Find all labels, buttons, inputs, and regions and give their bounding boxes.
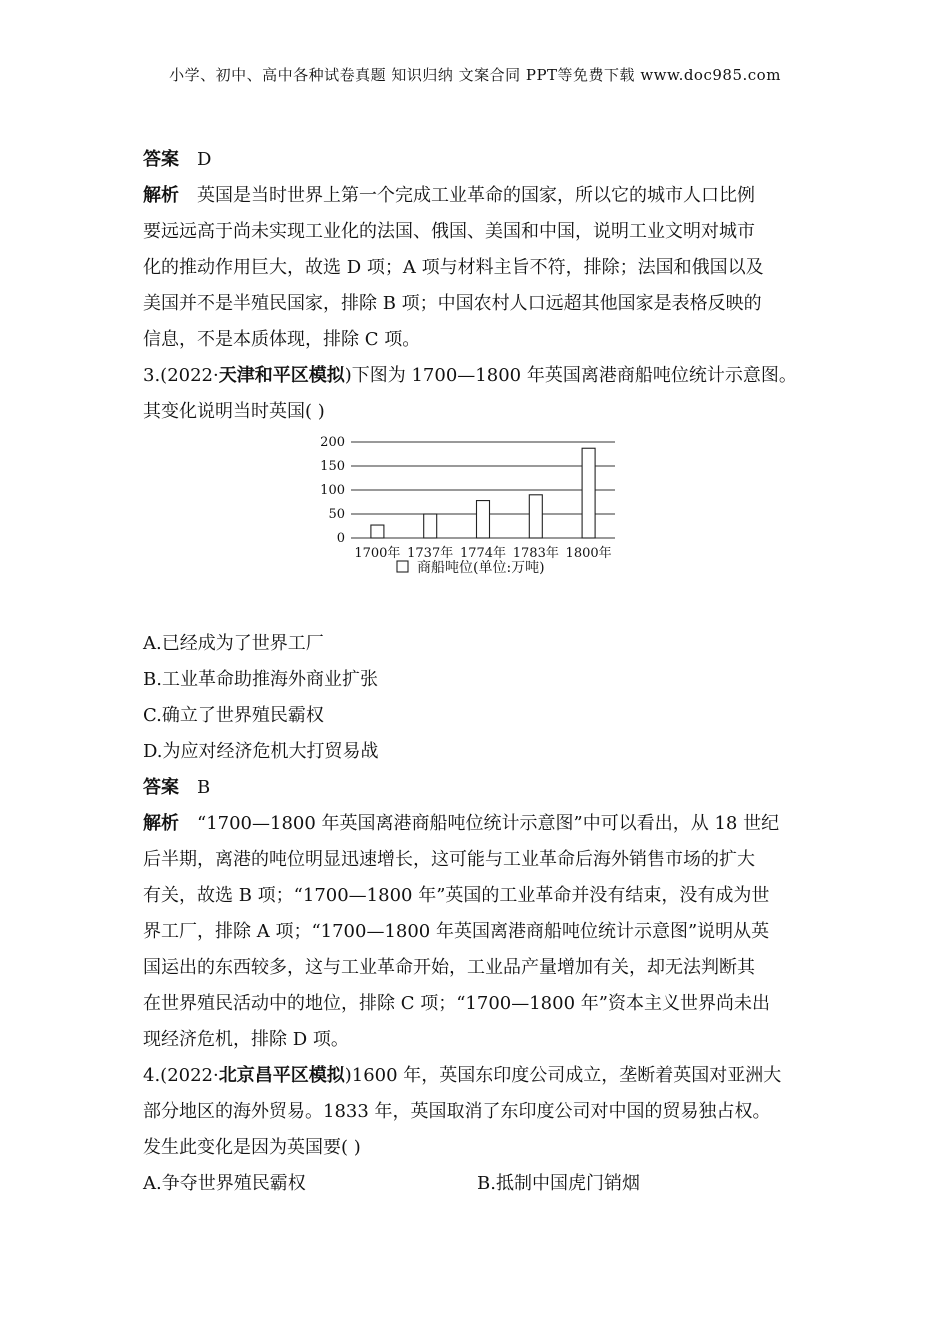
- q4-stem: [143, 1058, 811, 1094]
- q2-answer: [143, 142, 811, 178]
- q4-stem-line3: 发生此变化是因为英国要( ): [143, 1137, 361, 1158]
- question-source: 天津和平区模拟: [218, 365, 345, 386]
- q2-analysis-line: 要远远高于尚未实现工业化的法国、俄国、美国和中国，说明工业文明对城市: [143, 221, 755, 242]
- option-a: A.已经成为了世界工厂: [143, 633, 324, 654]
- option-b: B.工业革命助推海外商业扩张: [143, 669, 378, 690]
- y-tick-label: 100: [320, 483, 345, 498]
- legend-swatch: [397, 561, 408, 572]
- question-source: 北京昌平区模拟: [218, 1065, 345, 1086]
- x-tick-label: 1774年: [459, 546, 507, 561]
- option-b: B.抵制中国虎门销烟: [477, 1173, 640, 1194]
- page-header: 小学、初中、高中各种试卷真题 知识归纳 文案合同 PPT等免费下载 www.doc985.com: [169, 66, 781, 84]
- option-d: D.为应对经济危机大打贸易战: [143, 741, 379, 762]
- bar-chart-svg: [307, 430, 647, 620]
- analysis-text: “1700—1800 年英国离港商船吨位统计示意图”中可以看出，从 18 世纪: [197, 813, 780, 834]
- tonnage-chart: [143, 430, 811, 626]
- x-tick-label: 1700年: [354, 546, 401, 561]
- x-tick-label: 1737年: [407, 546, 454, 561]
- y-tick-label: 200: [320, 435, 345, 450]
- q3-analysis-line: 界工厂，排除 A 项；“1700—1800 年英国离港商船吨位统计示意图”说明从英: [143, 921, 770, 942]
- x-tick-label: 1800年: [565, 546, 612, 561]
- analysis-text: 英国是当时世界上第一个完成工业革命的国家，所以它的城市人口比例: [197, 185, 755, 206]
- q3-analysis-line: 现经济危机，排除 D 项。: [143, 1029, 349, 1050]
- q3-analysis-line: 国运出的东西较多，这与工业革命开始，工业品产量增加有关，却无法判断其: [143, 957, 755, 978]
- q2-analysis-line: 美国并不是半殖民国家，排除 B 项；中国农村人口远超其他国家是表格反映的: [143, 293, 762, 314]
- answer-value: B: [197, 777, 211, 798]
- question-text: )下图为 1700—1800 年英国离港商船吨位统计示意图。: [344, 365, 797, 386]
- q3-stem-line2: 其变化说明当时英国( ): [143, 401, 325, 422]
- legend-label: 商船吨位(单位:万吨): [417, 560, 545, 576]
- q3-analysis-line: [143, 806, 811, 842]
- answer-label: 答案: [143, 777, 179, 798]
- answer-value: D: [197, 149, 212, 170]
- answer-label: 答案: [143, 149, 179, 170]
- q3-analysis-line: 后半期，离港的吨位明显迅速增长，这可能与工业革命后海外销售市场的扩大: [143, 849, 755, 870]
- q4-stem-line2: 部分地区的海外贸易。1833 年，英国取消了东印度公司对中国的贸易独占权。: [143, 1101, 771, 1122]
- question-number: 3.(2022·: [143, 365, 219, 386]
- question-text: )1600 年，英国东印度公司成立，垄断着英国对亚洲大: [344, 1065, 782, 1086]
- bar: [582, 448, 595, 538]
- q2-analysis-line: 化的推动作用巨大，故选 D 项；A 项与材料主旨不符，排除；法国和俄国以及: [143, 257, 764, 278]
- q4-options: [143, 1166, 811, 1202]
- q3-stem: [143, 358, 811, 394]
- x-tick-label: 1783年: [512, 546, 559, 561]
- bar: [477, 501, 490, 538]
- option-c: C.确立了世界殖民霸权: [143, 705, 324, 726]
- question-number: 4.(2022·: [143, 1065, 219, 1086]
- option-a: A.争夺世界殖民霸权: [143, 1173, 306, 1194]
- analysis-label: 解析: [143, 185, 179, 206]
- q3-analysis-line: 在世界殖民活动中的地位，排除 C 项；“1700—1800 年”资本主义世界尚未出: [143, 993, 770, 1014]
- q3-analysis-line: 有关，故选 B 项；“1700—1800 年”英国的工业革命并没有结束，没有成为世: [143, 885, 770, 906]
- q3-answer: [143, 770, 811, 806]
- q2-analysis-line: [143, 178, 811, 214]
- document-body: [143, 142, 811, 1202]
- y-tick-label: 150: [320, 459, 345, 474]
- bar: [371, 525, 384, 538]
- analysis-label: 解析: [143, 813, 179, 834]
- q2-analysis-line: 信息，不是本质体现，排除 C 项。: [143, 329, 421, 350]
- bar: [529, 495, 542, 538]
- y-tick-label: 0: [336, 531, 345, 546]
- bar: [424, 514, 437, 538]
- y-tick-label: 50: [328, 507, 345, 522]
